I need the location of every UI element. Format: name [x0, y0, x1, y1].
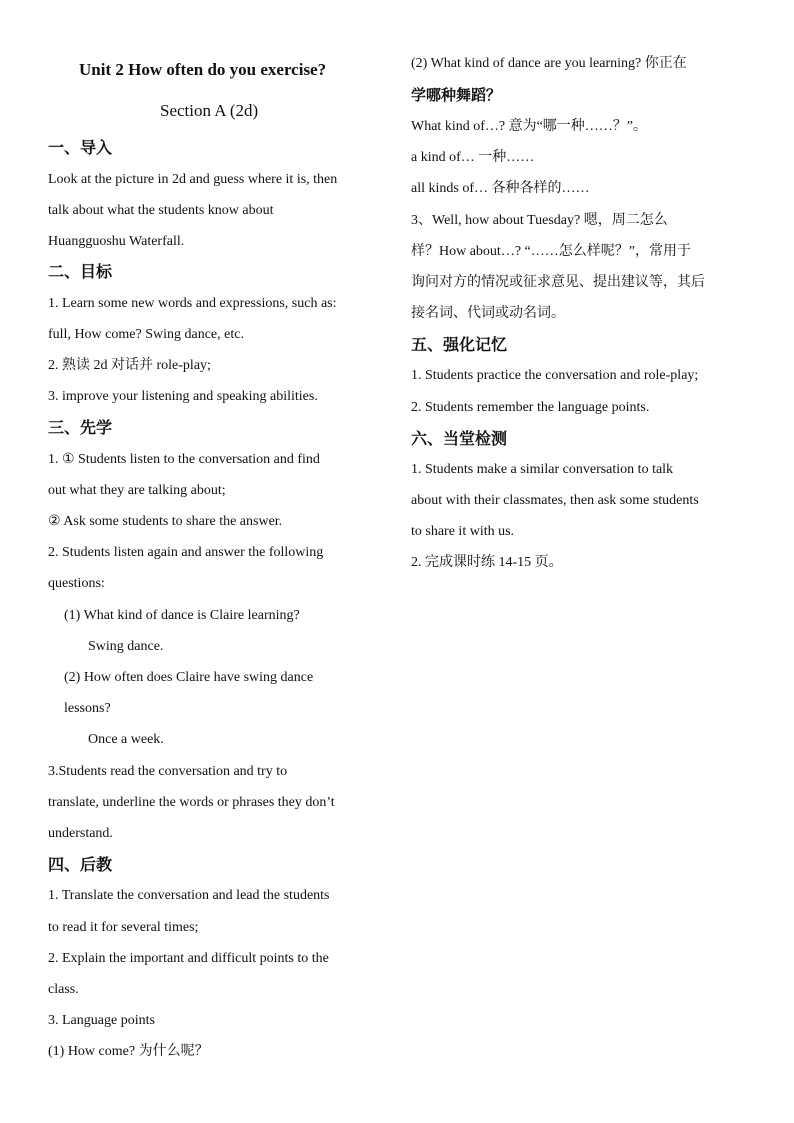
text-line: Once a week.	[88, 732, 164, 747]
text-line: 3、Well, how about Tuesday? 嗯，周二怎么	[411, 213, 668, 228]
text-line: 样？How about…? “……怎么样呢？”，常用于	[411, 244, 691, 259]
text-line: questions:	[48, 576, 105, 591]
text-line: all kinds of… 各种各样的……	[411, 181, 590, 196]
text-line: out what they are talking about;	[48, 483, 226, 498]
text-line: 2. Students remember the language points.	[411, 400, 650, 415]
document-subtitle: Section A (2d)	[160, 101, 259, 120]
section-heading: 一、导入	[48, 138, 113, 157]
text-line: 1. Students make a similar conversation to talk	[411, 462, 674, 477]
text-line: 学哪种舞蹈？	[411, 88, 502, 104]
text-line: Look at the picture in 2d and guess where it is, then	[48, 172, 338, 187]
text-line: 1. Students practice the conversation and role-play;	[411, 368, 699, 383]
text-line: understand.	[48, 826, 113, 841]
document-title: Unit 2 How often do you exercise?	[79, 60, 327, 79]
text-line: (1) What kind of dance is Claire learning?	[64, 608, 300, 623]
text-line: class.	[48, 982, 79, 997]
text-line: 2. Students listen again and answer the following	[48, 545, 324, 560]
text-line: full, How come? Swing dance, etc.	[48, 327, 244, 342]
text-line: (1) How come? 为什么呢？	[48, 1044, 209, 1059]
text-line: (2) What kind of dance are you learning? 你正在	[411, 56, 687, 71]
text-line: 1. Learn some new words and expressions, such as:	[48, 296, 337, 311]
text-line: lessons?	[64, 701, 111, 716]
text-line: a kind of… 一种……	[411, 150, 535, 165]
text-line: 3. Language points	[48, 1013, 155, 1028]
text-line: 3. improve your listening and speaking abilities.	[48, 389, 318, 404]
text-line: to share it with us.	[411, 524, 515, 539]
section-heading: 五、强化记忆	[411, 335, 508, 354]
text-line: talk about what the students know about	[48, 203, 274, 218]
text-line: 2. 完成课时练 14-15 页。	[411, 555, 563, 570]
text-line: to read it for several times;	[48, 920, 199, 935]
text-line: 接名词、代词或动名词。	[411, 306, 565, 321]
section-heading: 三、先学	[48, 418, 113, 437]
text-line: 询问对方的情况或征求意见、提出建议等，其后	[411, 275, 705, 290]
section-heading: 二、目标	[48, 262, 113, 281]
text-line: about with their classmates, then ask some students	[411, 493, 699, 508]
text-line: Huangguoshu Waterfall.	[48, 234, 185, 249]
text-line: 2. 熟读 2d 对话并 role-play;	[48, 358, 211, 373]
text-line: 1. ① Students listen to the conversation and find	[48, 452, 320, 467]
text-line: Swing dance.	[88, 639, 164, 654]
text-line: 2. Explain the important and difficult points to the	[48, 951, 329, 966]
text-line: 1. Translate the conversation and lead the students	[48, 888, 330, 903]
text-line: ② Ask some students to share the answer.	[48, 514, 283, 529]
section-heading: 四、后教	[48, 855, 113, 874]
text-line: translate, underline the words or phrases they don’t	[48, 795, 335, 810]
text-line: What kind of…? 意为“哪一种……？”。	[411, 119, 648, 134]
text-line: (2) How often does Claire have swing dance	[64, 670, 314, 685]
text-line: 3.Students read the conversation and try to	[48, 764, 288, 779]
section-heading: 六、当堂检测	[411, 429, 508, 448]
